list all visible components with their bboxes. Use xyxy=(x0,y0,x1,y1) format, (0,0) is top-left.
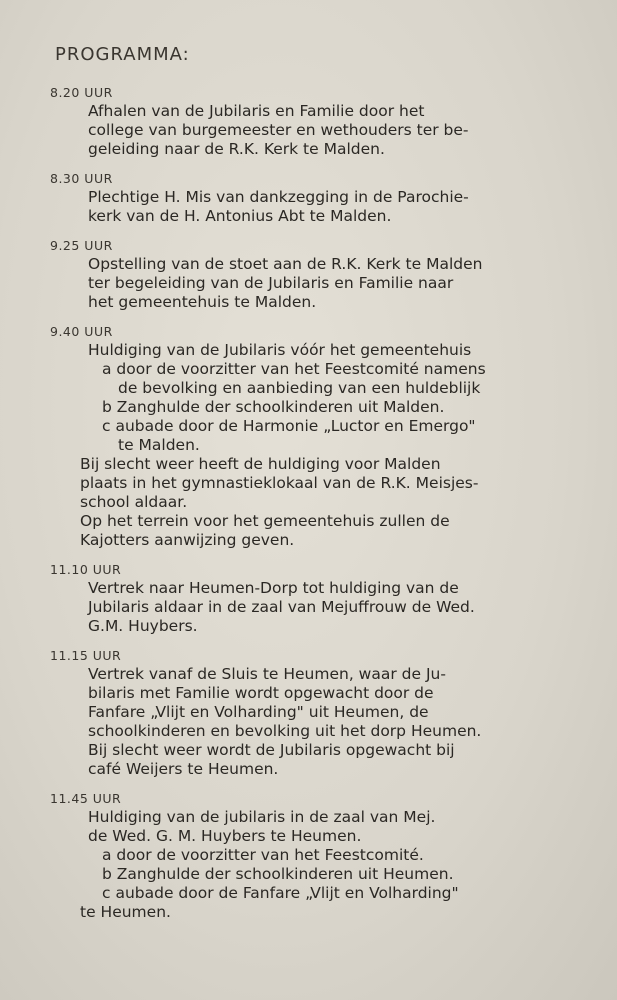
programme-line: te Malden. xyxy=(118,436,200,454)
programme-line: Fanfare „Vlijt en Volharding" uit Heumen, de xyxy=(88,703,429,721)
programme-line: Afhalen van de Jubilaris en Familie door het xyxy=(88,102,425,120)
programme-time: 11.15 UUR xyxy=(50,648,122,663)
programme-time: 8.20 UUR xyxy=(50,85,113,100)
programme-line: a door de voorzitter van het Feestcomité. xyxy=(102,846,424,864)
programme-item xyxy=(50,85,557,159)
programme-line: b Zanghulde der schoolkinderen uit Heumen. xyxy=(102,865,454,883)
programme-line: Kajotters aanwijzing geven. xyxy=(80,531,295,549)
programme-time: 11.10 UUR xyxy=(50,562,122,577)
programme-line: b Zanghulde der schoolkinderen uit Malden. xyxy=(102,398,445,416)
programme-time: 9.40 UUR xyxy=(50,324,113,339)
programme-line: college van burgemeester en wethouders ter be- xyxy=(88,121,469,139)
programme-line: te Heumen. xyxy=(80,903,171,921)
programme-line: Jubilaris aldaar in de zaal van Mejuffrouw de Wed. xyxy=(88,598,475,616)
programme-line: kerk van de H. Antonius Abt te Malden. xyxy=(88,207,392,225)
programme-line: Huldiging van de jubilaris in de zaal van Mej. xyxy=(88,808,436,826)
programme-item xyxy=(50,324,557,550)
programme-line: het gemeentehuis te Malden. xyxy=(88,293,317,311)
programme-item xyxy=(50,791,557,922)
programme-line: a door de voorzitter van het Feestcomité namens xyxy=(102,360,486,378)
programme-item xyxy=(50,171,557,226)
programme-line: Vertrek vanaf de Sluis te Heumen, waar de Ju- xyxy=(88,665,446,683)
programme-line: G.M. Huybers. xyxy=(88,617,198,635)
programme-time: 8.30 UUR xyxy=(50,171,113,186)
programme-line: café Weijers te Heumen. xyxy=(88,760,279,778)
programme-time: 11.45 UUR xyxy=(50,791,122,806)
programme-line: Huldiging van de Jubilaris vóór het gemeentehuis xyxy=(88,341,472,359)
programme-line: Op het terrein voor het gemeentehuis zullen de xyxy=(80,512,450,530)
programme-item xyxy=(50,562,557,636)
programme-item xyxy=(50,648,557,779)
programme-line: de bevolking en aanbieding van een huldeblijk xyxy=(118,379,481,397)
programme-line: Bij slecht weer wordt de Jubilaris opgewacht bij xyxy=(88,741,455,759)
programme-line: schoolkinderen en bevolking uit het dorp Heumen. xyxy=(88,722,482,740)
programme-line: Bij slecht weer heeft de huldiging voor Malden xyxy=(80,455,441,473)
programme-line: de Wed. G. M. Huybers te Heumen. xyxy=(88,827,362,845)
programme-line: Opstelling van de stoet aan de R.K. Kerk te Malden xyxy=(88,255,483,273)
programme-line: geleiding naar de R.K. Kerk te Malden. xyxy=(88,140,385,158)
programme-line: c aubade door de Fanfare „Vlijt en Volharding" xyxy=(102,884,459,902)
programme-line: school aldaar. xyxy=(80,493,188,511)
programme-time: 9.25 UUR xyxy=(50,238,113,253)
programme-line: plaats in het gymnastieklokaal van de R.K. Meisjes- xyxy=(80,474,479,492)
programme-line: ter begeleiding van de Jubilaris en Familie naar xyxy=(88,274,454,292)
programme-item xyxy=(50,238,557,312)
programme-line: Vertrek naar Heumen-Dorp tot huldiging van de xyxy=(88,579,459,597)
programme-list xyxy=(50,85,557,922)
programme-line: c aubade door de Harmonie „Luctor en Emergo" xyxy=(102,417,476,435)
programme-line: bilaris met Familie wordt opgewacht door de xyxy=(88,684,434,702)
programme-line: Plechtige H. Mis van dankzegging in de Parochie- xyxy=(88,188,469,206)
page-title: PROGRAMMA: xyxy=(55,44,190,65)
